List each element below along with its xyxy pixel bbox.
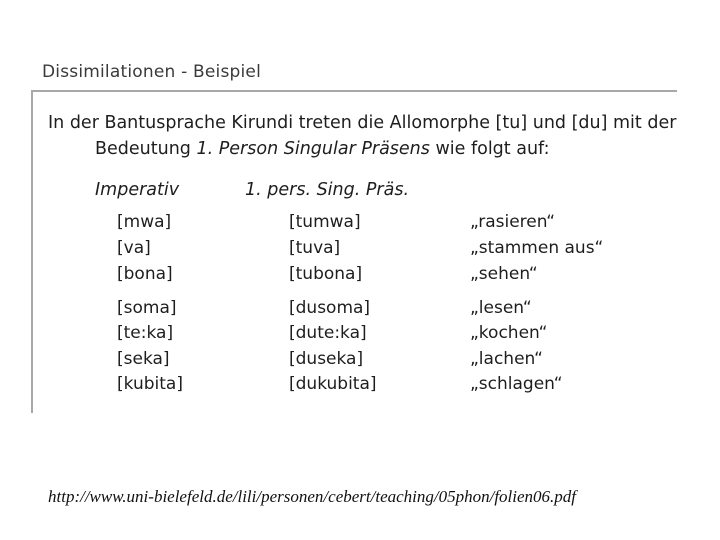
praesens-cell: [dukubita]: [289, 374, 377, 394]
gloss-cell: „stammen aus“: [470, 238, 604, 258]
praesens-cell: [tubona]: [289, 264, 363, 284]
imperativ-cell: [soma]: [117, 298, 177, 318]
intro-paragraph: [48, 110, 688, 162]
header-praesens: 1. pers. Sing. Präs.: [245, 180, 410, 200]
imperativ-cell: [kubita]: [117, 374, 183, 394]
intro-line-1: In der Bantusprache Kirundi treten die Allomorphe [tu] und [du] mit der: [48, 113, 677, 133]
intro-line-2-emphasis: 1. Person Singular Präsens: [196, 139, 430, 159]
praesens-cell: [duseka]: [289, 349, 364, 369]
imperativ-cell: [seka]: [117, 349, 170, 369]
intro-line-2-suffix: wie folgt auf:: [429, 139, 550, 159]
header-imperativ: Imperativ: [95, 180, 180, 200]
imperativ-cell: [mwa]: [117, 212, 172, 232]
gloss-cell: „kochen“: [470, 323, 548, 343]
gloss-cell: „sehen“: [470, 264, 538, 284]
gloss-cell: „lachen“: [470, 349, 543, 369]
source-url[interactable]: http://www.uni-bielefeld.de/lili/personen/cebert/teaching/05phon/folien06.pdf: [48, 487, 577, 506]
gloss-cell: „lesen“: [470, 298, 532, 318]
slide-title: Dissimilationen - Beispiel: [42, 62, 262, 82]
intro-line-2: [48, 136, 688, 162]
praesens-cell: [dusoma]: [289, 298, 371, 318]
intro-line-2-prefix: Bedeutung: [95, 139, 197, 159]
praesens-cell: [tumwa]: [289, 212, 361, 232]
praesens-cell: [tuva]: [289, 238, 341, 258]
gloss-cell: „schlagen“: [470, 374, 563, 394]
praesens-cell: [dute:ka]: [289, 323, 367, 343]
imperativ-cell: [te:ka]: [117, 323, 174, 343]
imperativ-cell: [bona]: [117, 264, 173, 284]
gloss-cell: „rasieren“: [470, 212, 556, 232]
imperativ-cell: [va]: [117, 238, 151, 258]
